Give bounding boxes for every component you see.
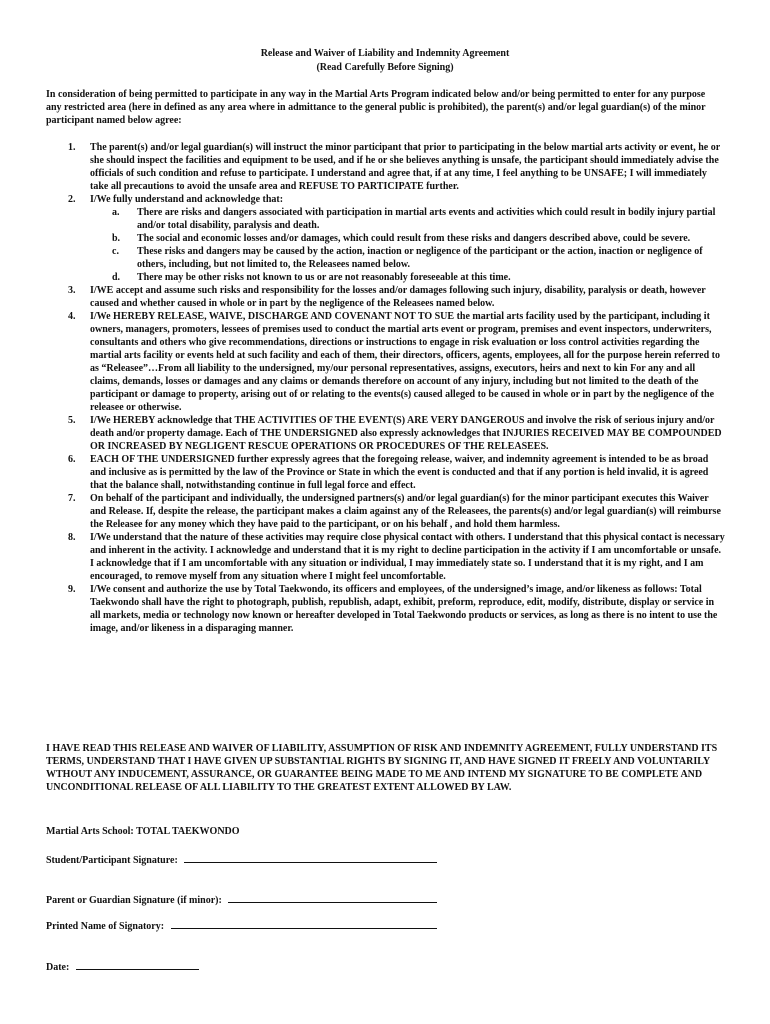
sub-item-text: The social and economic losses and/or damages, which could result from these risks and dangers described above, could be severe. (137, 233, 691, 244)
item-text: I/We HEREBY RELEASE, WAIVE, DISCHARGE AND COVENANT NOT TO SUE the martial arts facility used by the participant, including it owners, managers, promoters, lessees of premises used to conduct the martial arts event or program, premises and event inspectors, underwriters, consultants and others who give recommendations, directions or instructions to engage in risk evaluation or loss control activities regarding the martial arts facility or events held at such facility and each of them, their directors, officers, agents, employees, all for the purpose herein referred to as “Releasee”…From all liability to the undersigned, my/our personal representatives, assigns, executors, heirs and next to kin For any and all claims, demands, losses or damages and any claims or demands therefore on account of any injury, including but not limited to the death of the participant or damage to property, arising out of or relating to the events(s) caused alleged to be caused in whole or in part by the negligence of the releasee or otherwise. (90, 311, 720, 413)
student-signature-line[interactable] (184, 852, 437, 863)
document-subtitle: (Read Carefully Before Signing) (316, 62, 454, 73)
school-field (46, 825, 240, 838)
item-text: I/We fully understand and acknowledge that: (90, 194, 284, 205)
sub-item (46, 245, 726, 271)
parent-signature-field (46, 892, 437, 907)
parent-signature-label: Parent or Guardian Signature (if minor): (46, 895, 222, 906)
item-number: 7. (68, 493, 76, 504)
date-line[interactable] (76, 959, 199, 970)
item-text: I/WE accept and assume such risks and responsibility for the losses and/or damages following such injury, disability, paralysis or death, however caused and whether caused in whole or in part by the negligence of the Releasees named below. (90, 285, 706, 309)
list-item (46, 453, 726, 492)
item-number: 8. (68, 532, 76, 543)
item-number: 5. (68, 415, 76, 426)
item-number: 3. (68, 285, 76, 296)
intro-paragraph: In consideration of being permitted to participate in any way in the Martial Arts Program indicated below and/or being permitted to enter for any purpose any restricted area (here in defined as any area where in admittance to the general public is prohibited), the parent(s) and/or legal guardian(s) of the minor participant named below agree: (46, 89, 706, 126)
parent-signature-line[interactable] (228, 892, 437, 903)
item-text: The parent(s) and/or legal guardian(s) will instruct the minor participant that prior to participating in the below martial arts activity or event, he or she should inspect the facilities and equipment to be used, and if he or she believes anything is unsafe, the participant should immediately advise the officials of such condition and refuse to participate. I understand and agree that, if at any time, I feel anything to be UNSAFE; I will immediately take all precautions to avoid the unsafe area and REFUSE TO PARTICIPATE further. (90, 142, 720, 192)
list-item (46, 531, 726, 583)
item-number: 4. (68, 311, 76, 322)
list-item (46, 310, 726, 414)
item-text: EACH OF THE UNDERSIGNED further expressly agrees that the foregoing release, waiver, and indemnity agreement is intended to be as broad and inclusive as is permitted by the law of the Province or State in which the event is conducted and that if any portion is held invalid, it is agreed that the balance shall, notwithstanding continue in full legal force and effect. (90, 454, 709, 491)
item-text: On behalf of the participant and individually, the undersigned partners(s) and/or legal guardian(s) for the minor participant executes this Waiver and Release. If, despite the release, the participant makes a claim against any of the Releasees, the parents(s) and/or legal guardian(s) will reimburse the Releasee for any money which they have paid to the participant, or on his behalf , and hold them harmless. (90, 493, 721, 530)
list-item (46, 492, 726, 531)
list-item (46, 193, 726, 206)
terms-list (46, 141, 726, 635)
printed-name-field (46, 918, 437, 933)
student-signature-field (46, 852, 437, 867)
list-item (46, 141, 726, 193)
date-field (46, 959, 199, 974)
item-text: I/We HEREBY acknowledge that THE ACTIVITIES OF THE EVENT(S) ARE VERY DANGEROUS and involve the risk of serious injury and/or death and/or property damage. Each of THE UNDERSIGNED also expressly acknowledges that INJURIES RECEIVED MAY BE COMPOUNDED OR INCREASED BY NEGLIGENT RESCUE OPERATIONS OR PROCEDURES OF THE RELEASEES. (90, 415, 722, 452)
date-label: Date: (46, 962, 70, 973)
sub-item (46, 232, 726, 245)
sub-item-letter: b. (112, 233, 121, 244)
school-label: Martial Arts School: TOTAL TAEKWONDO (46, 826, 240, 837)
list-item (46, 284, 726, 310)
printed-name-line[interactable] (171, 918, 437, 929)
sub-item-text: These risks and dangers may be caused by the action, inaction or negligence of the participant or the action, inaction or negligence of others, including, but not limited to, the Releasees named below. (137, 246, 703, 270)
document-title: Release and Waiver of Liability and Indemnity Agreement (260, 48, 510, 59)
sub-item-letter: c. (112, 246, 119, 257)
sub-item (46, 271, 726, 284)
list-item (46, 414, 726, 453)
printed-name-label: Printed Name of Signatory: (46, 921, 165, 932)
item-text: I/We consent and authorize the use by Total Taekwondo, its officers and employees, of the undersigned’s image, and/or likeness as follows: Total Taekwondo shall have the right to photograph, publish, republish, adapt, exhibit, preform, reproduce, edit, modify, distribute, display or service in all markets, media or technology now known or hereafter developed in Total Taekwondo products or services, as long as there is no intent to use the image, and/or likeness in a disparaging manner. (90, 584, 718, 634)
student-signature-label: Student/Participant Signature: (46, 855, 178, 866)
item-number: 1. (68, 142, 76, 153)
sub-item-text: There may be other risks not known to us or are not reasonably foreseeable at this time. (137, 272, 511, 283)
sub-item-letter: a. (112, 207, 120, 218)
sub-item-text: There are risks and dangers associated with participation in martial arts events and activities which could result in bodily injury partial and/or total disability, paralysis and death. (137, 207, 716, 231)
sub-item-letter: d. (112, 272, 121, 283)
item-number: 2. (68, 194, 76, 205)
sub-item (46, 206, 726, 232)
item-text: I/We understand that the nature of these activities may require close physical contact with others. I understand that this physical contact is necessary and inherent in the activity. I acknowledge and understand that it is my right to decline participation in the activity if I am uncomfortable or unsafe. I acknowledge that if I am uncomfortable with any situation or individual, I may immediately state so. I understand that it is my right, and I am encouraged, to remove myself from any situation where I might feel uncomfortable. (90, 532, 725, 582)
item-number: 6. (68, 454, 76, 465)
acknowledgement-paragraph: I HAVE READ THIS RELEASE AND WAIVER OF LIABILITY, ASSUMPTION OF RISK AND INDEMNITY AGREEMENT, FULLY UNDERSTAND ITS TERMS, UNDERSTAND THAT I HAVE GIVEN UP SUBSTANTIAL RIGHTS BY SIGNING IT, AND HAVE SIGNED IT FREELY AND VOLUNTARILY WTHOUT ANY INDUCEMENT, ASSURANCE, OR GUARANTEE BEING MADE TO ME AND INTEND MY SIGNATURE TO BE COMPLETE AND UNCONDITIONAL RELEASE OF ALL LIABILITY TO THE GREATEST EXTENT ALLOWED BY LAW. (46, 743, 718, 793)
item-number: 9. (68, 584, 76, 595)
list-item (46, 583, 726, 635)
